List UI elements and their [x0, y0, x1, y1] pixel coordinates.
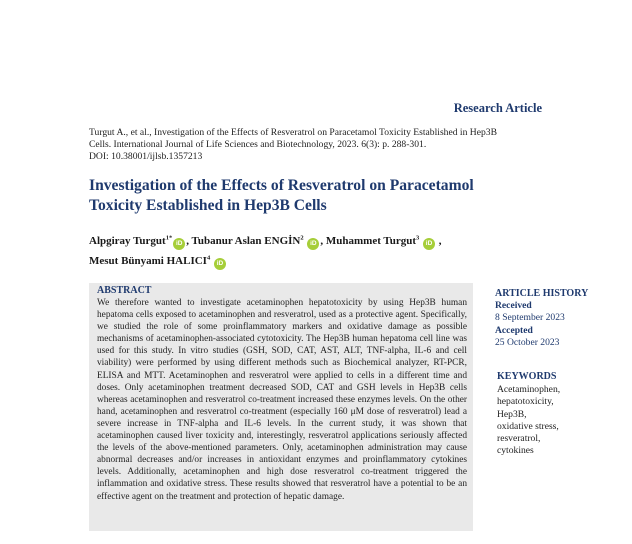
author-affiliation: 4 — [206, 254, 211, 262]
keyword-item: Hep3B, — [497, 408, 527, 420]
accepted-label: Accepted — [495, 324, 533, 336]
accepted-date: 25 October 2023 — [495, 336, 560, 348]
author-row — [89, 251, 549, 271]
abstract-heading: ABSTRACT — [97, 285, 152, 296]
keywords-heading: KEYWORDS — [497, 371, 557, 382]
title-line: Investigation of the Effects of Resveratrol on Paracetamol — [89, 177, 474, 194]
author-affiliation: 1* — [165, 234, 173, 242]
history-heading: ARTICLE HISTORY — [495, 288, 589, 299]
author-name: Mesut Bünyami HALICI — [89, 255, 207, 267]
keyword-item: Acetaminophen, — [497, 384, 561, 396]
received-label: Received — [495, 300, 532, 312]
author-name: Alpgiray Turgut — [89, 235, 166, 247]
orcid-icon[interactable]: iD — [173, 238, 185, 250]
author-separator: , — [320, 235, 326, 247]
article-type-label: Research Article — [453, 101, 542, 115]
author-affiliation: 2 — [300, 234, 304, 242]
author-list — [89, 231, 549, 271]
abstract-body: We therefore wanted to investigate acetaminophen hepatotoxicity by using Hep3B human hepatoma cells exposed to acetaminophen and resveratrol, used as a protective agent. Specifically, we studied the role of some proinflammatory markers and oxidative damage as possible mechanisms of acetaminophen-associated cytotoxicity. The Hep3B human hepatoma cell line was used for this study. In vitro studies (GSH, SOD, CAT, AST, ALT, TNF-alpha, IL-6 and cell viability) were performed by using different methods such as Biochemical analyzer, RT-PCR, ELISA and MTT. Acetaminophen and resveratrol were applied to cells in a different time and doses. Only acetaminophen treatment decreased SOD, CAT and GSH levels in Hep3B cells whereas acetaminophen and resveratrol co-treatment increased these enzymes levels. On the other hand, acetaminophen and resveratrol co-treatment (especially 160 μM dose of resveratrol) lead a severe increase in TNF-alpha and IL-6 levels. In the current study, it was shown that acetaminophen caused liver toxicity and, interestingly, resveratrol applications seriously affected the levels of the above-mentioned parameters. Only, acetaminophen administration may cause abnormal decreases and/or increases in antioxidant enzymes and proinflammatory cytokines levels. Additionally, acetaminophen and high dose resveratrol co-treatment triggered the inflammation and oxidative stress. These results showed that resveratrol have a potential to be an effective agent on the treatment and protection of hepatic damage. — [97, 298, 467, 502]
keyword-item: hepatotoxicity, — [497, 396, 554, 408]
citation-line: Turgut A., et al., Investigation of the Effects of Resveratrol on Paracetamol Toxicity Established in Hep3B — [89, 127, 497, 138]
author-row — [89, 231, 549, 251]
author-separator: , — [438, 235, 442, 247]
author-affiliation: 3 — [416, 234, 420, 242]
author-name: Muhammet Turgut — [325, 235, 417, 247]
orcid-icon[interactable]: iD — [307, 238, 319, 250]
keywords-block — [497, 371, 617, 457]
citation-block — [89, 127, 559, 164]
article-history — [495, 288, 615, 349]
author-name: Tubanur Aslan ENGİN — [191, 235, 301, 247]
keyword-item: resveratrol, — [497, 433, 541, 445]
title-line: Toxicity Established in Hep3B Cells — [89, 196, 327, 214]
paper-title — [89, 176, 559, 215]
orcid-icon[interactable]: iD — [423, 238, 435, 250]
keyword-item: cytokines — [497, 445, 534, 457]
received-date: 8 September 2023 — [495, 312, 565, 324]
citation-line: Cells. International Journal of Life Sciences and Biotechnology, 2023. 6(3): p. 288-301. — [89, 139, 427, 151]
keyword-item: oxidative stress, — [497, 420, 559, 432]
doi-line[interactable]: DOI: 10.38001/ijlsb.1357213 — [89, 151, 203, 163]
author-separator: , — [186, 235, 192, 247]
orcid-icon[interactable]: iD — [214, 258, 226, 270]
